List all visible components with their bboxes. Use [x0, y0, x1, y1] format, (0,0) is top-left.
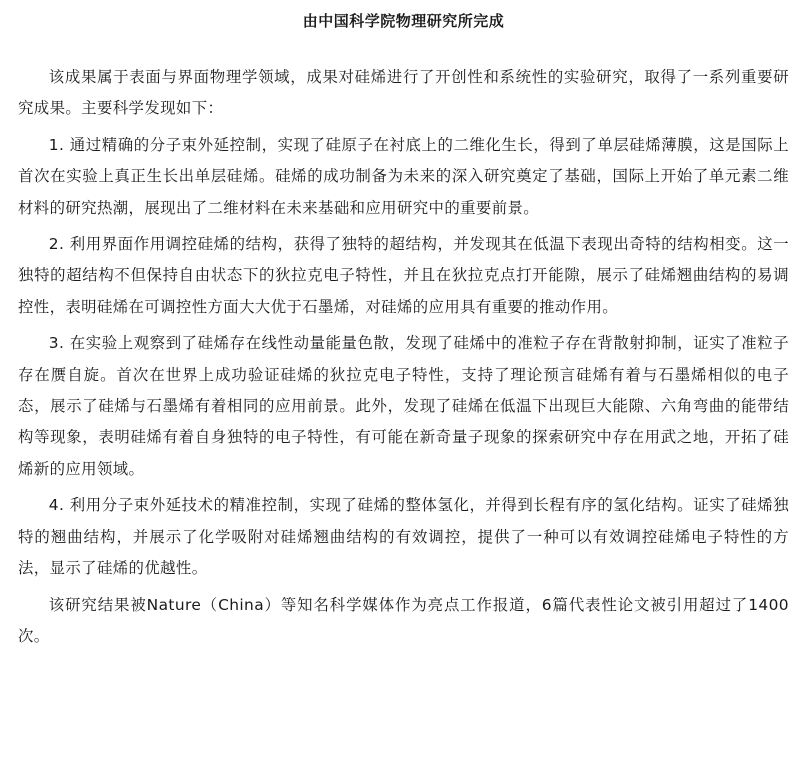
finding-2-paragraph: 2. 利用界面作用调控硅烯的结构，获得了独特的超结构，并发现其在低温下表现出奇特的结构相变。这一独特的超结构不但保持自由状态下的狄拉克电子特性，并且在狄拉克点打开能隙，展示了硅烯翘曲结构的易调控性，表明硅烯在可调控性方面大大优于石墨烯，对硅烯的应用具有重要的推动作用。 — [18, 235, 789, 316]
citation-paragraph: 该研究结果被Nature（China）等知名科学媒体作为亮点工作报道，6篇代表性论文被引用超过了1400次。 — [18, 595, 789, 645]
finding-4-paragraph: 4. 利用分子束外延技术的精准控制，实现了硅烯的整体氢化，并得到长程有序的氢化结构。证实了硅烯独特的翘曲结构，并展示了化学吸附对硅烯翘曲结构的有效调控，提供了一种可以有效调控硅烯电子特性的方法，显示了硅烯的优越性。 — [18, 496, 789, 578]
finding-1-paragraph: 1. 通过精确的分子束外延控制，实现了硅原子在衬底上的二维化生长，得到了单层硅烯薄膜，这是国际上首次在实验上真正生长出单层硅烯。硅烯的成功制备为未来的深入研究奠定了基础，国际上开始了单元素二维材料的研究热潮，展现出了二维材料在未来基础和应用研究中的重要前景。 — [18, 135, 789, 217]
intro-paragraph: 该成果属于表面与界面物理学领域，成果对硅烯进行了开创性和系统性的实验研究，取得了一系列重要研究成果。主要科学发现如下： — [18, 68, 789, 118]
document-title: 由中国科学院物理研究所完成 — [302, 12, 505, 30]
finding-3-paragraph: 3. 在实验上观察到了硅烯存在线性动量能量色散，发现了硅烯中的准粒子存在背散射抑制，证实了准粒子存在赝自旋。首次在世界上成功验证硅烯的狄拉克电子特性，支持了理论预言硅烯有着与石墨烯相似的电子态，展示了硅烯与石墨烯有着相同的应用前景。此外，发现了硅烯在低温下出现巨大能隙、六角弯曲的能带结构等现象，表明硅烯有着自身独特的电子特性，有可能在新奇量子现象的探索研究中存在用武之地，开拓了硅烯新的应用领域。 — [18, 334, 789, 478]
